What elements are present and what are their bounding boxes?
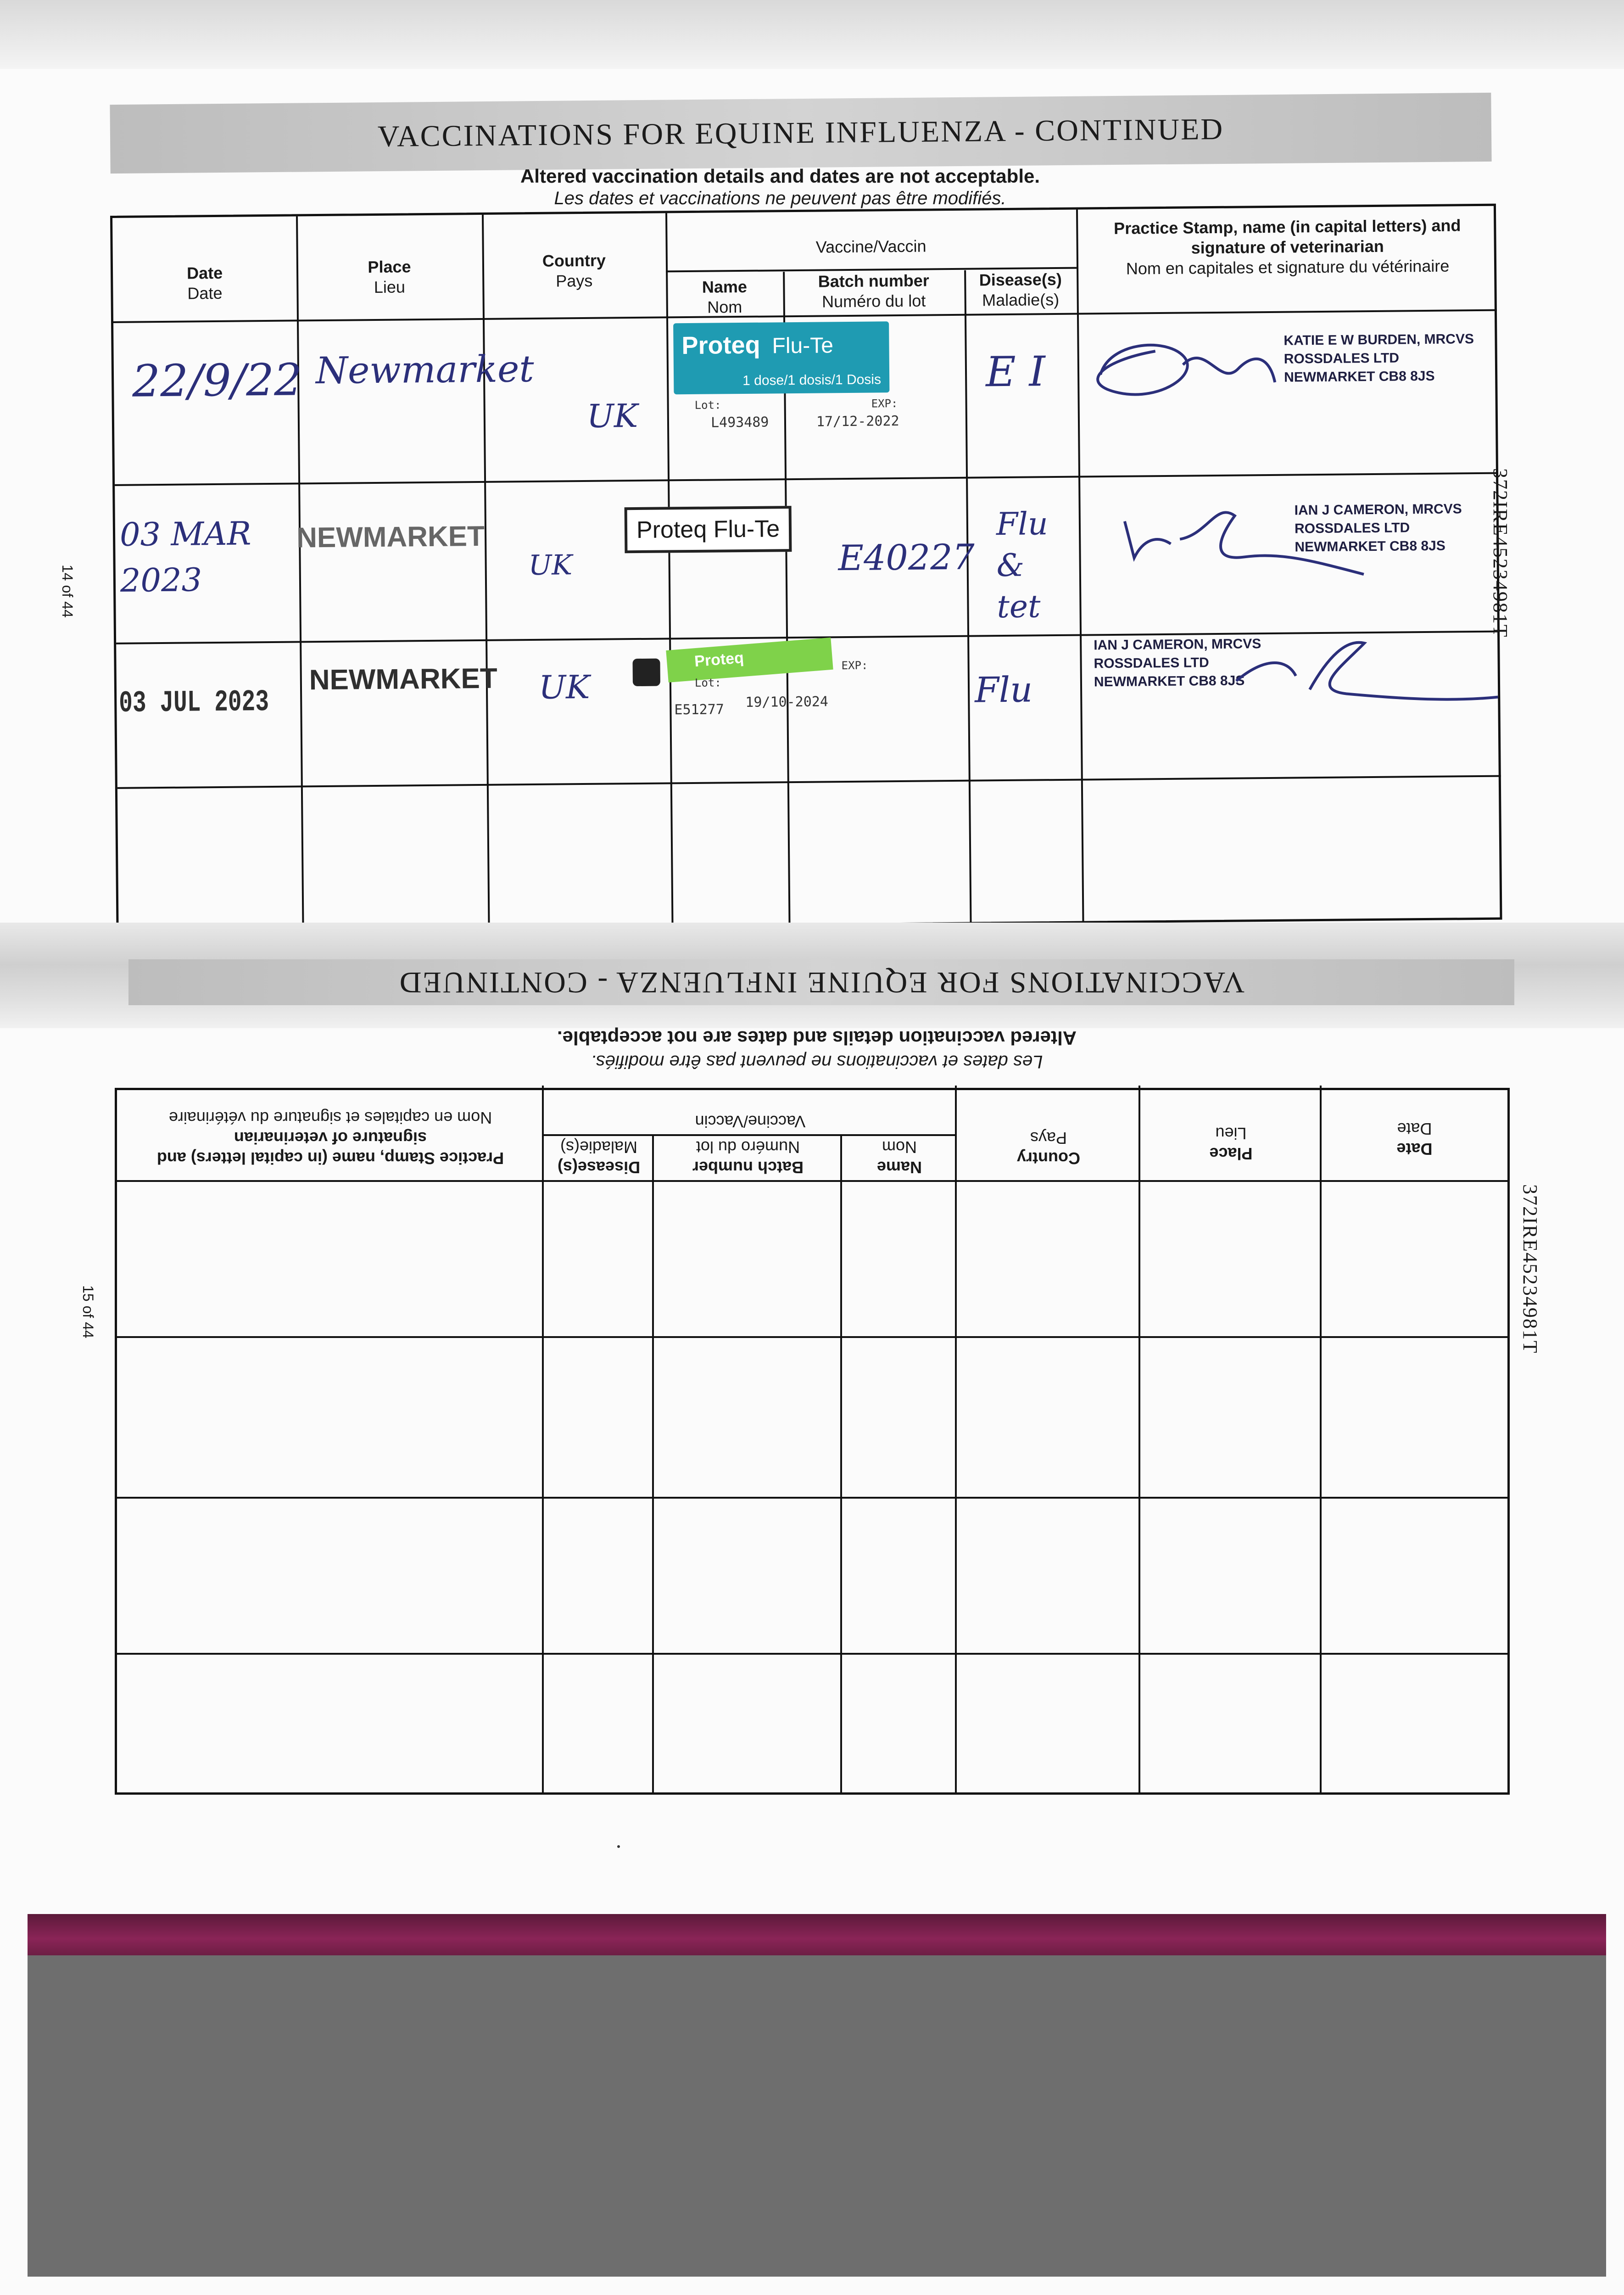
row3-date: 03 JUL 2023 <box>118 685 269 721</box>
lower-header-vet-fr: Nom en capitales et signature du vétérinaire <box>168 1108 492 1127</box>
row1-expiry: 17/12-2022 <box>816 413 899 430</box>
notice-french: Les dates et vaccinations ne peuvent pas être modifiés. <box>554 188 1006 208</box>
title-bar-lower <box>128 959 1514 1005</box>
lower-header-vet: Practice Stamp, name (in capital letters) and signature of veterinarian <box>156 1129 504 1168</box>
row1-disease: E I <box>985 347 1046 397</box>
row1-vet-practice: ROSSDALES LTD <box>1284 350 1400 367</box>
page-number-lower: 15 of 44 <box>80 1285 96 1338</box>
row1-date: 22/9/22 <box>132 354 302 407</box>
row3-lot-caption: Lot: <box>694 676 721 689</box>
row1-vet-address: NEWMARKET CB8 8JS <box>1284 368 1435 385</box>
row1-vet-name: KATIE E W BURDEN, MRCVS <box>1284 331 1474 348</box>
row3-country: UK <box>538 668 590 706</box>
lower-header-place: Place <box>1209 1144 1253 1163</box>
row2-vet-practice: ROSSDALES LTD <box>1294 520 1410 537</box>
row3-signature <box>1227 628 1503 722</box>
passport-cover <box>28 1914 1606 2277</box>
header-name: Name <box>702 277 748 297</box>
passport-cover-edge <box>28 1914 1606 1955</box>
header-vet: Practice Stamp, name (in capital letters) and signature of veterinarian <box>1114 216 1461 257</box>
lower-header-disease-fr: Maladie(s) <box>560 1138 638 1157</box>
header-date-fr: Date <box>187 283 223 303</box>
row3-disease: Flu <box>974 669 1033 711</box>
lower-header-date-fr: Date <box>1397 1120 1432 1138</box>
lower-page-upside-down <box>110 932 1514 1795</box>
row1-label-dose: 1 dose/1 dosis/1 Dosis <box>742 372 882 388</box>
row1-lot-caption: Lot: <box>694 398 721 412</box>
row2-vet-name: IAN J CAMERON, MRCVS <box>1294 501 1462 518</box>
header-batch: Batch number <box>818 271 929 291</box>
lower-header-date: Date <box>1396 1140 1433 1159</box>
row3-vet-address: NEWMARKET CB8 8JS <box>1094 673 1245 690</box>
row1-place: Newmarket <box>315 347 534 392</box>
row3-label-brand: Proteq <box>693 649 745 671</box>
row1-exp-caption: EXP: <box>871 397 898 410</box>
vaccination-table-lower <box>115 1088 1510 1795</box>
lower-header-country-fr: Pays <box>1030 1129 1067 1148</box>
row3-batch: E51277 <box>674 701 724 718</box>
passport-id-lower: 372IRE45234981T <box>1519 1184 1541 1354</box>
row2-vet-stamp <box>1295 500 1462 556</box>
lower-header-batch: Batch number <box>692 1158 804 1177</box>
lower-header-country: Country <box>1017 1149 1080 1168</box>
notice-english: Altered vaccination details and dates are not acceptable. <box>520 165 1040 187</box>
notice-french-lower: Les dates et vaccinations ne peuvent pas être modifiés. <box>591 1052 1043 1072</box>
row3-expiry: 19/10-2024 <box>745 694 829 711</box>
row1-label-product: Flu-Te <box>772 333 834 358</box>
row3-place: NEWMARKET <box>309 662 497 696</box>
header-place: Place <box>368 257 411 277</box>
passport-id-upper: 372IRE45234981T <box>1489 468 1512 638</box>
row2-disease <box>996 504 1075 628</box>
header-disease-fr: Maladie(s) <box>982 290 1060 310</box>
row1-label-brand: Proteq <box>681 331 760 360</box>
notice-english-lower: Altered vaccination details and dates are not acceptable. <box>557 1027 1077 1049</box>
header-vaccine: Vaccine/Vaccin <box>815 236 926 257</box>
row1-country: UK <box>586 397 638 435</box>
lower-header-batch-fr: Numéro du lot <box>696 1138 800 1157</box>
row3-vet-practice: ROSSDALES LTD <box>1094 655 1209 672</box>
row3-exp-caption: EXP: <box>841 659 868 672</box>
row2-date-text: 03 MAR 2023 <box>119 515 251 599</box>
lower-header-name: Name <box>876 1158 922 1177</box>
home-icon <box>632 659 660 687</box>
row1-signature <box>1091 323 1284 416</box>
lower-header-vaccine: Vaccine/Vaccin <box>695 1112 806 1131</box>
page-number-upper: 14 of 44 <box>59 565 76 618</box>
row2-disease-text: Flu & tet <box>996 506 1049 626</box>
row3-vet-name: IAN J CAMERON, MRCVS <box>1094 636 1261 653</box>
lower-header-disease: Disease(s) <box>557 1158 641 1177</box>
row2-date <box>120 510 295 604</box>
row2-vet-address: NEWMARKET CB8 8JS <box>1295 538 1445 555</box>
header-name-fr: Nom <box>707 297 742 317</box>
header-country-fr: Pays <box>556 271 593 291</box>
header-vet-fr: Nom en capitales et signature du vétérinaire <box>1126 256 1450 278</box>
page-title: VACCINATIONS FOR EQUINE INFLUENZA - CONTINUED <box>377 112 1224 154</box>
header-batch-fr: Numéro du lot <box>821 291 926 311</box>
row1-vet-stamp <box>1284 330 1474 387</box>
row3-vaccine-label <box>666 638 833 683</box>
header-date: Date <box>186 263 223 283</box>
header-country: Country <box>542 251 606 270</box>
row2-country: UK <box>528 549 573 582</box>
row1-batch: L493489 <box>710 414 769 431</box>
row1-vaccine-label <box>673 321 889 394</box>
page-title-lower: VACCINATIONS FOR EQUINE INFLUENZA - CONTINUED <box>398 966 1245 999</box>
scan-speck <box>617 1845 620 1848</box>
row2-place: NEWMARKET <box>296 520 485 554</box>
scan-shadow-top <box>0 0 1624 69</box>
header-place-fr: Lieu <box>374 277 406 297</box>
vaccination-table-upper <box>110 204 1502 932</box>
lower-header-name-fr: Nom <box>882 1138 917 1157</box>
title-bar <box>110 93 1491 174</box>
header-disease: Disease(s) <box>979 269 1062 290</box>
lower-header-place-fr: Lieu <box>1215 1124 1247 1143</box>
row2-name-stamp: Proteq Flu-Te <box>625 506 792 553</box>
row2-batch: E40227 <box>838 536 975 579</box>
